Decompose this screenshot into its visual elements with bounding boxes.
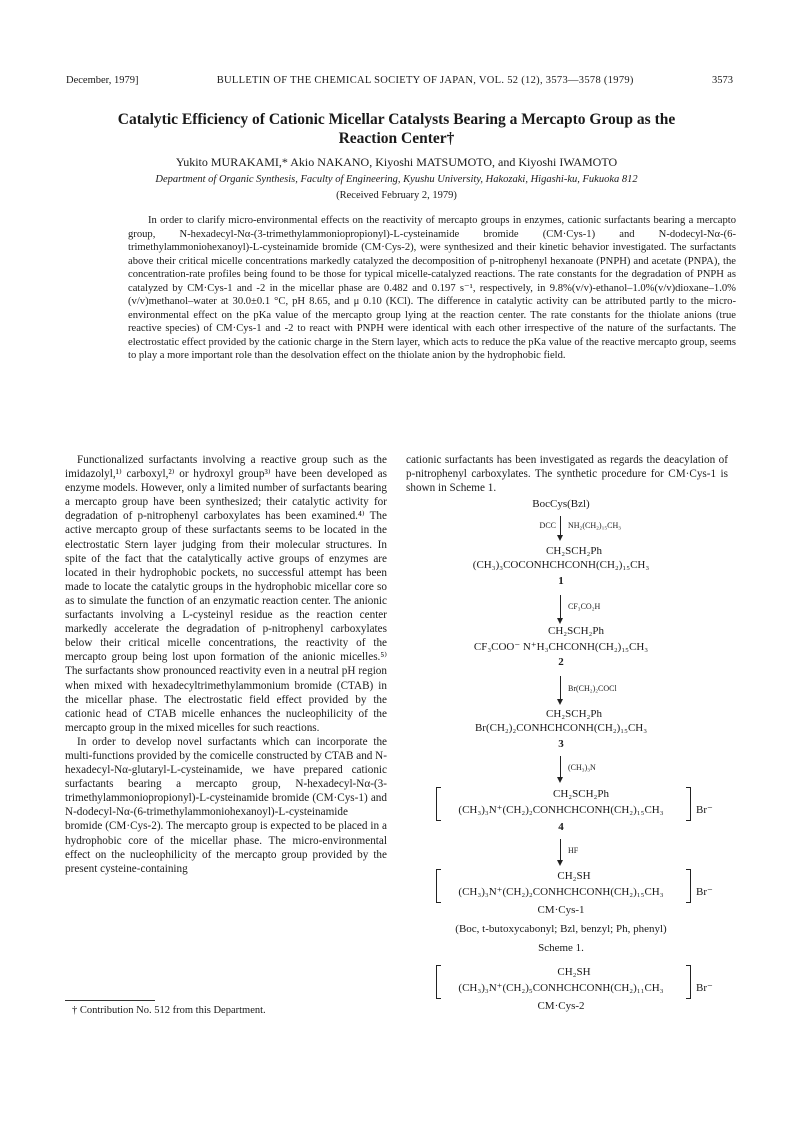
counter-ion: Br⁻ (696, 982, 713, 994)
abbreviations: (Boc, t-butoxycabonyl; Bzl, benzyl; Ph, phenyl) (455, 923, 667, 935)
cmcys2-label: CM·Cys-2 (537, 1000, 585, 1012)
article-title: Catalytic Efficiency of Cationic Micellar Catalysts Bearing a Mercapto Group as the Reaction Center† (117, 111, 676, 147)
received-date: (Received February 2, 1979) (336, 190, 457, 201)
compound-2-sidechain: CH₂SCH₂Ph (548, 625, 604, 637)
compound-number-4: 4 (558, 821, 564, 833)
footnote-rule (65, 1000, 155, 1001)
cmcys2-sidechain: CH₂SH (557, 966, 591, 978)
cmcys1-sidechain: CH₂SH (557, 870, 591, 882)
author-list: Yukito MURAKAMI,* Akio NAKANO, Kiyoshi MATSUMOTO, and Kiyoshi IWAMOTO (175, 155, 618, 169)
left-column (65, 453, 387, 876)
compound-number-2: 2 (558, 656, 564, 668)
abstract-text: In order to clarify micro-environmental effects on the reactivity of mercapto groups in enzymes, cationic surfactants bearing a mercapto group, N-hexadecyl-Nα-(3-trimethylammoniopropionyl)-L-cysteinamide bromide (CM·Cys-1) and N-dodecyl-Nα-(6-trimethylammoniohexanoyl)-L-cysteinamide bromide (CM·Cys-2), were synthesized and their kinetic behavior investigated. The surfactants above their critical micelle concentrations markedly catalyzed the decomposition of p-nitrophenyl hexanoate (PNPH) and acetate (PNPA), the concentration-rate profiles being found to be those for typical micelle-catalyzed reactions. The rate constants for the degradation of PNPH as catalyzed by CM·Cys-1 and -2 in the micellar phase are 0.482 and 0.197 s⁻¹, respectively, in 9.8%(v/v)-ethanol–1.0%(v/v)dioxane–1.0%(v/v)methanol–water at 30.0±0.1 °C, pH 8.65, and μ 0.10 (KCl). The difference in catalytic activity can be attributed partly to the micro-environmental effect on the pKa value of the mercapto group lying at the reaction center. The rate constants for the thiolate anions (true reactive species) of CM·Cys-1 and -2 to react with PNPH were identical with each other irrespective of the nature of the surfactants. The electrostatic effect provided by the cationic charge in the Stern layer, which acts to reduce the pKa value of the reactive mercapto group, seems to play a more important role than the desolvation effect on the thiolate anion by the hydrophobic field. (128, 215, 736, 361)
body-paragraph: Functionalized surfactants involving a reactive group such as the imidazolyl,¹⁾ carboxyl,²⁾ or hydroxyl group³⁾ have been developed as enzyme models. However, only a limited number of surfactants bearing a mercapto group have been synthesized; their catalytic activity for degradation of p-nitrophenyl carboxylates has been examined.⁴⁾ The active mercapto group of these surfactants seems to be located in the electrostatic Stern layer judging from their molecular structures. In spite of the fact that the catalytically active groups of enzymes are located in their hydrophobic pockets, no successful attempt has been made to locate the catalytic groups in the hydrophobic micellar core so as to simulate the function of an enzymatic reaction center. The anionic surfactants involving a L-cysteinyl residue as the reaction center markedly accelerate the degradation of p-nitrophenyl carboxylates below their critical micelle concentrations, the reactivity of the mercapto group being lost upon formation of the anionic micelles.⁵⁾ The surfactants show pronounced reactivity even in a neutral pH region when mixed with hexadecyltrimethylammonium bromide (CTAB) in the micellar phase. The electrostatic field effect provided by the cationic head of CTAB micelle enhances the nucleophilicity of the mercapto group in the mixed micelles for such reactions. (65, 454, 387, 734)
cmcys1-structure: (CH₃)₃N⁺(CH₂)₂CONHCHCONH(CH₂)₁₅CH₃ (458, 886, 664, 898)
compound-1: (CH₃)₃COCONHCHCONH(CH₂)₁₅CH₃ (472, 559, 650, 571)
scheme-caption: Scheme 1. (538, 942, 584, 954)
body-paragraph: cationic surfactants has been investigated as regards the deacylation of p-nitrophenyl carboxylates. The synthetic procedure for CM·Cys-1 is shown in Scheme 1. (406, 454, 728, 495)
reagent-trimethylamine: (CH₃)₃N (568, 763, 596, 772)
reagent-hf: HF (568, 846, 579, 855)
bracket-right (686, 787, 691, 821)
compound-number-3: 3 (558, 738, 564, 750)
affiliation: Department of Organic Synthesis, Faculty of Engineering, Kyushu University, Hakozaki, Higashi-ku, Fukuoka 812 (155, 174, 638, 185)
right-column (406, 453, 728, 495)
compound-4: (CH₃)₃N⁺(CH₂)₂CONHCHCONH(CH₂)₁₅CH₃ (458, 804, 664, 816)
bracket-right (686, 869, 691, 903)
footnote: † Contribution No. 512 from this Department. (72, 1005, 266, 1016)
reagent-dcc: DCC (539, 521, 556, 530)
header-date: December, 1979] (66, 75, 139, 86)
running-header (66, 75, 733, 91)
compound-number-1: 1 (558, 575, 564, 587)
counter-ion: Br⁻ (696, 886, 713, 898)
compound-1-sidechain: CH₂SCH₂Ph (546, 545, 602, 557)
header-page-number: 3573 (711, 75, 733, 86)
compound-3-sidechain: CH₂SCH₂Ph (546, 708, 602, 720)
reagent-acyl-chloride: Br(CH₂)₂COCl (568, 684, 617, 693)
compound-3: Br(CH₂)₂CONHCHCONH(CH₂)₁₅CH₃ (474, 722, 648, 734)
cmcys1-label: CM·Cys-1 (537, 904, 585, 916)
body-paragraph: In order to develop novel surfactants which can incorporate the multi-functions provided by the comicelle constructed by CTAB and N-hexadecyl-Nα-glutaryl-L-cysteinamide, we have prepared cationic surfactants bearing a mercapto group, N-hexadecyl-Nα-(3-trimethylammoniopropionyl)-L-cysteinamide bromide (CM·Cys-1) and N-dodecyl-Nα-(6-trimethylammoniohexanoyl)-L-cysteinamide bromide (CM·Cys-2). The mercapto group is expected to be placed in a hydrophobic core of the micellar phase. The micro-environmental effect on the nucleophilicity of the mercapto group provided by the present cysteine-containing (65, 735, 387, 875)
reagent-amine: NH₂(CH₂)₁₅CH₃ (568, 521, 622, 530)
header-journal: BULLETIN OF THE CHEMICAL SOCIETY OF JAPAN, VOL. 52 (12), 3573—3578 (1979) (216, 75, 634, 86)
cmcys2-structure: (CH₃)₃N⁺(CH₂)₅CONHCHCONH(CH₂)₁₁CH₃ (458, 982, 664, 994)
start-material: BocCys(Bzl) (532, 498, 590, 510)
bracket-right (686, 965, 691, 999)
compound-4-sidechain: CH₂SCH₂Ph (553, 788, 609, 800)
abstract (128, 214, 736, 363)
counter-ion: Br⁻ (696, 804, 713, 816)
reagent-tfa: CF₃CO₂H (568, 602, 601, 611)
compound-2: CF₃COO⁻ N⁺H₃CHCONH(CH₂)₁₅CH₃ (473, 641, 649, 653)
